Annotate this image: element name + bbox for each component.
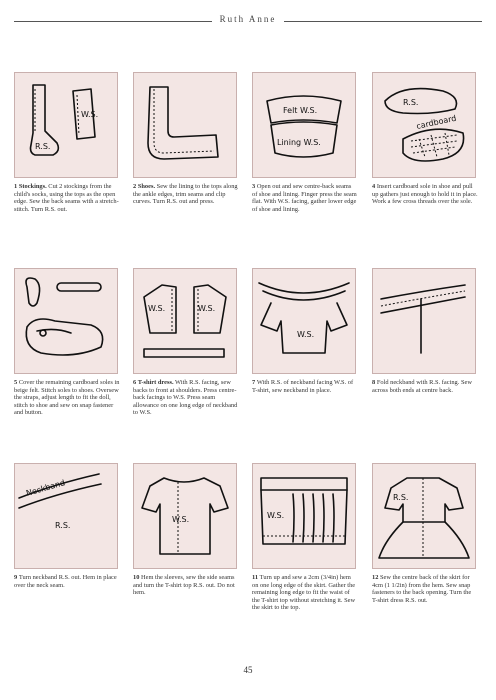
step-2	[133, 72, 241, 206]
label-lining-ws: Lining W.S.	[277, 138, 321, 147]
step-11	[252, 463, 360, 612]
step-caption: 2 Shoes. Sew the lining to the tops along the ankle edges, trim seams and clip curves. Turn R.S. out and press.	[133, 183, 238, 206]
header-title: Ruth Anne	[0, 14, 496, 24]
step-9	[14, 463, 122, 589]
illustration-stockings	[14, 72, 118, 178]
label-ws: W.S.	[198, 304, 216, 313]
step-caption: 6 T-shirt dress. With R.S. facing, sew backs to front at shoulders. Press centre-back facings to W.S. Press seam allowance on one long edge of neckband to W.S.	[133, 379, 238, 417]
illustration-skirt	[252, 463, 356, 569]
illustration-neckband-sewn	[252, 268, 356, 374]
step-caption: 7 With R.S. of neckband facing W.S. of T-shirt, sew neckband in place.	[252, 379, 354, 394]
step-12	[372, 463, 480, 604]
label-rs: R.S.	[393, 493, 409, 502]
step-caption: 4 Insert cardboard sole in shoe and pull up gathers just enough to hold it in place. Work a few cross threads over the sole.	[372, 183, 478, 206]
label-cardboard: cardboard	[415, 113, 458, 131]
label-neckband: Neckband	[25, 478, 67, 498]
label-ws: W.S.	[81, 110, 99, 119]
step-caption: 5 Cover the remaining cardboard soles in beige felt. Stitch soles to shoes. Oversew the straps, adjust length to fit the doll, stitch to shoe and sew on snap fastener and button.	[14, 379, 120, 417]
illustration-neckband-fold	[372, 268, 476, 374]
label-ws: W.S.	[297, 330, 315, 339]
step-caption: 1 Stockings. Cut 2 stockings from the child's socks, using the tops as the open edge. Sew the back seams with a stretch-stitch. Turn R.S. out.	[14, 183, 119, 213]
step-6	[133, 268, 241, 417]
step-caption: 9 Turn neckband R.S. out. Hem in place over the neck seam.	[14, 574, 117, 589]
step-10	[133, 463, 241, 597]
illustration-cardboard-sole	[372, 72, 476, 178]
illustration-finished-shoe	[14, 268, 118, 374]
illustration-shoe-lining	[252, 72, 356, 178]
illustration-tshirt	[133, 268, 237, 374]
label-felt-ws: Felt W.S.	[283, 106, 318, 115]
step-7	[252, 268, 360, 394]
label-ws: W.S.	[172, 515, 190, 524]
page-number: 45	[243, 665, 253, 675]
step-4	[372, 72, 480, 206]
illustration-neckband-hem	[14, 463, 118, 569]
step-caption: 8 Fold neckband with R.S. facing. Sew across both ends at centre back.	[372, 379, 472, 394]
step-1	[14, 72, 122, 213]
illustration-tshirt-top	[133, 463, 237, 569]
label-rs: R.S.	[55, 521, 71, 530]
step-5	[14, 268, 122, 417]
label-rs: R.S.	[403, 98, 419, 107]
step-3	[252, 72, 360, 213]
step-caption: 11 Turn up and sew a 2cm (3/4in) hem on one long edge of the skirt. Gather the remaining long edge to fit the waist of the T-shirt top without stretching it. Sew the skirt to the top.	[252, 574, 356, 612]
step-caption: 10 Hem the sleeves, sew the side seams and turn the T-shirt top R.S. out. Do not hem.	[133, 574, 235, 597]
step-caption: 3 Open out and sew centre-back seams of shoe and lining. Finger press the seam flat. With W.S. facing, gather lower edge of shoe and lining.	[252, 183, 357, 213]
label-rs: R.S.	[35, 142, 51, 151]
illustration-shoes	[133, 72, 237, 178]
step-8	[372, 268, 480, 394]
step-caption: 12 Sew the centre back of the skirt for 4cm (1 1/2in) from the hem. Sew snap fasteners to the back opening. Turn the T-shirt dress R.S. out.	[372, 574, 472, 604]
label-ws: W.S.	[148, 304, 166, 313]
illustration-dress-back	[372, 463, 476, 569]
label-ws: W.S.	[267, 511, 285, 520]
running-header	[0, 12, 496, 32]
